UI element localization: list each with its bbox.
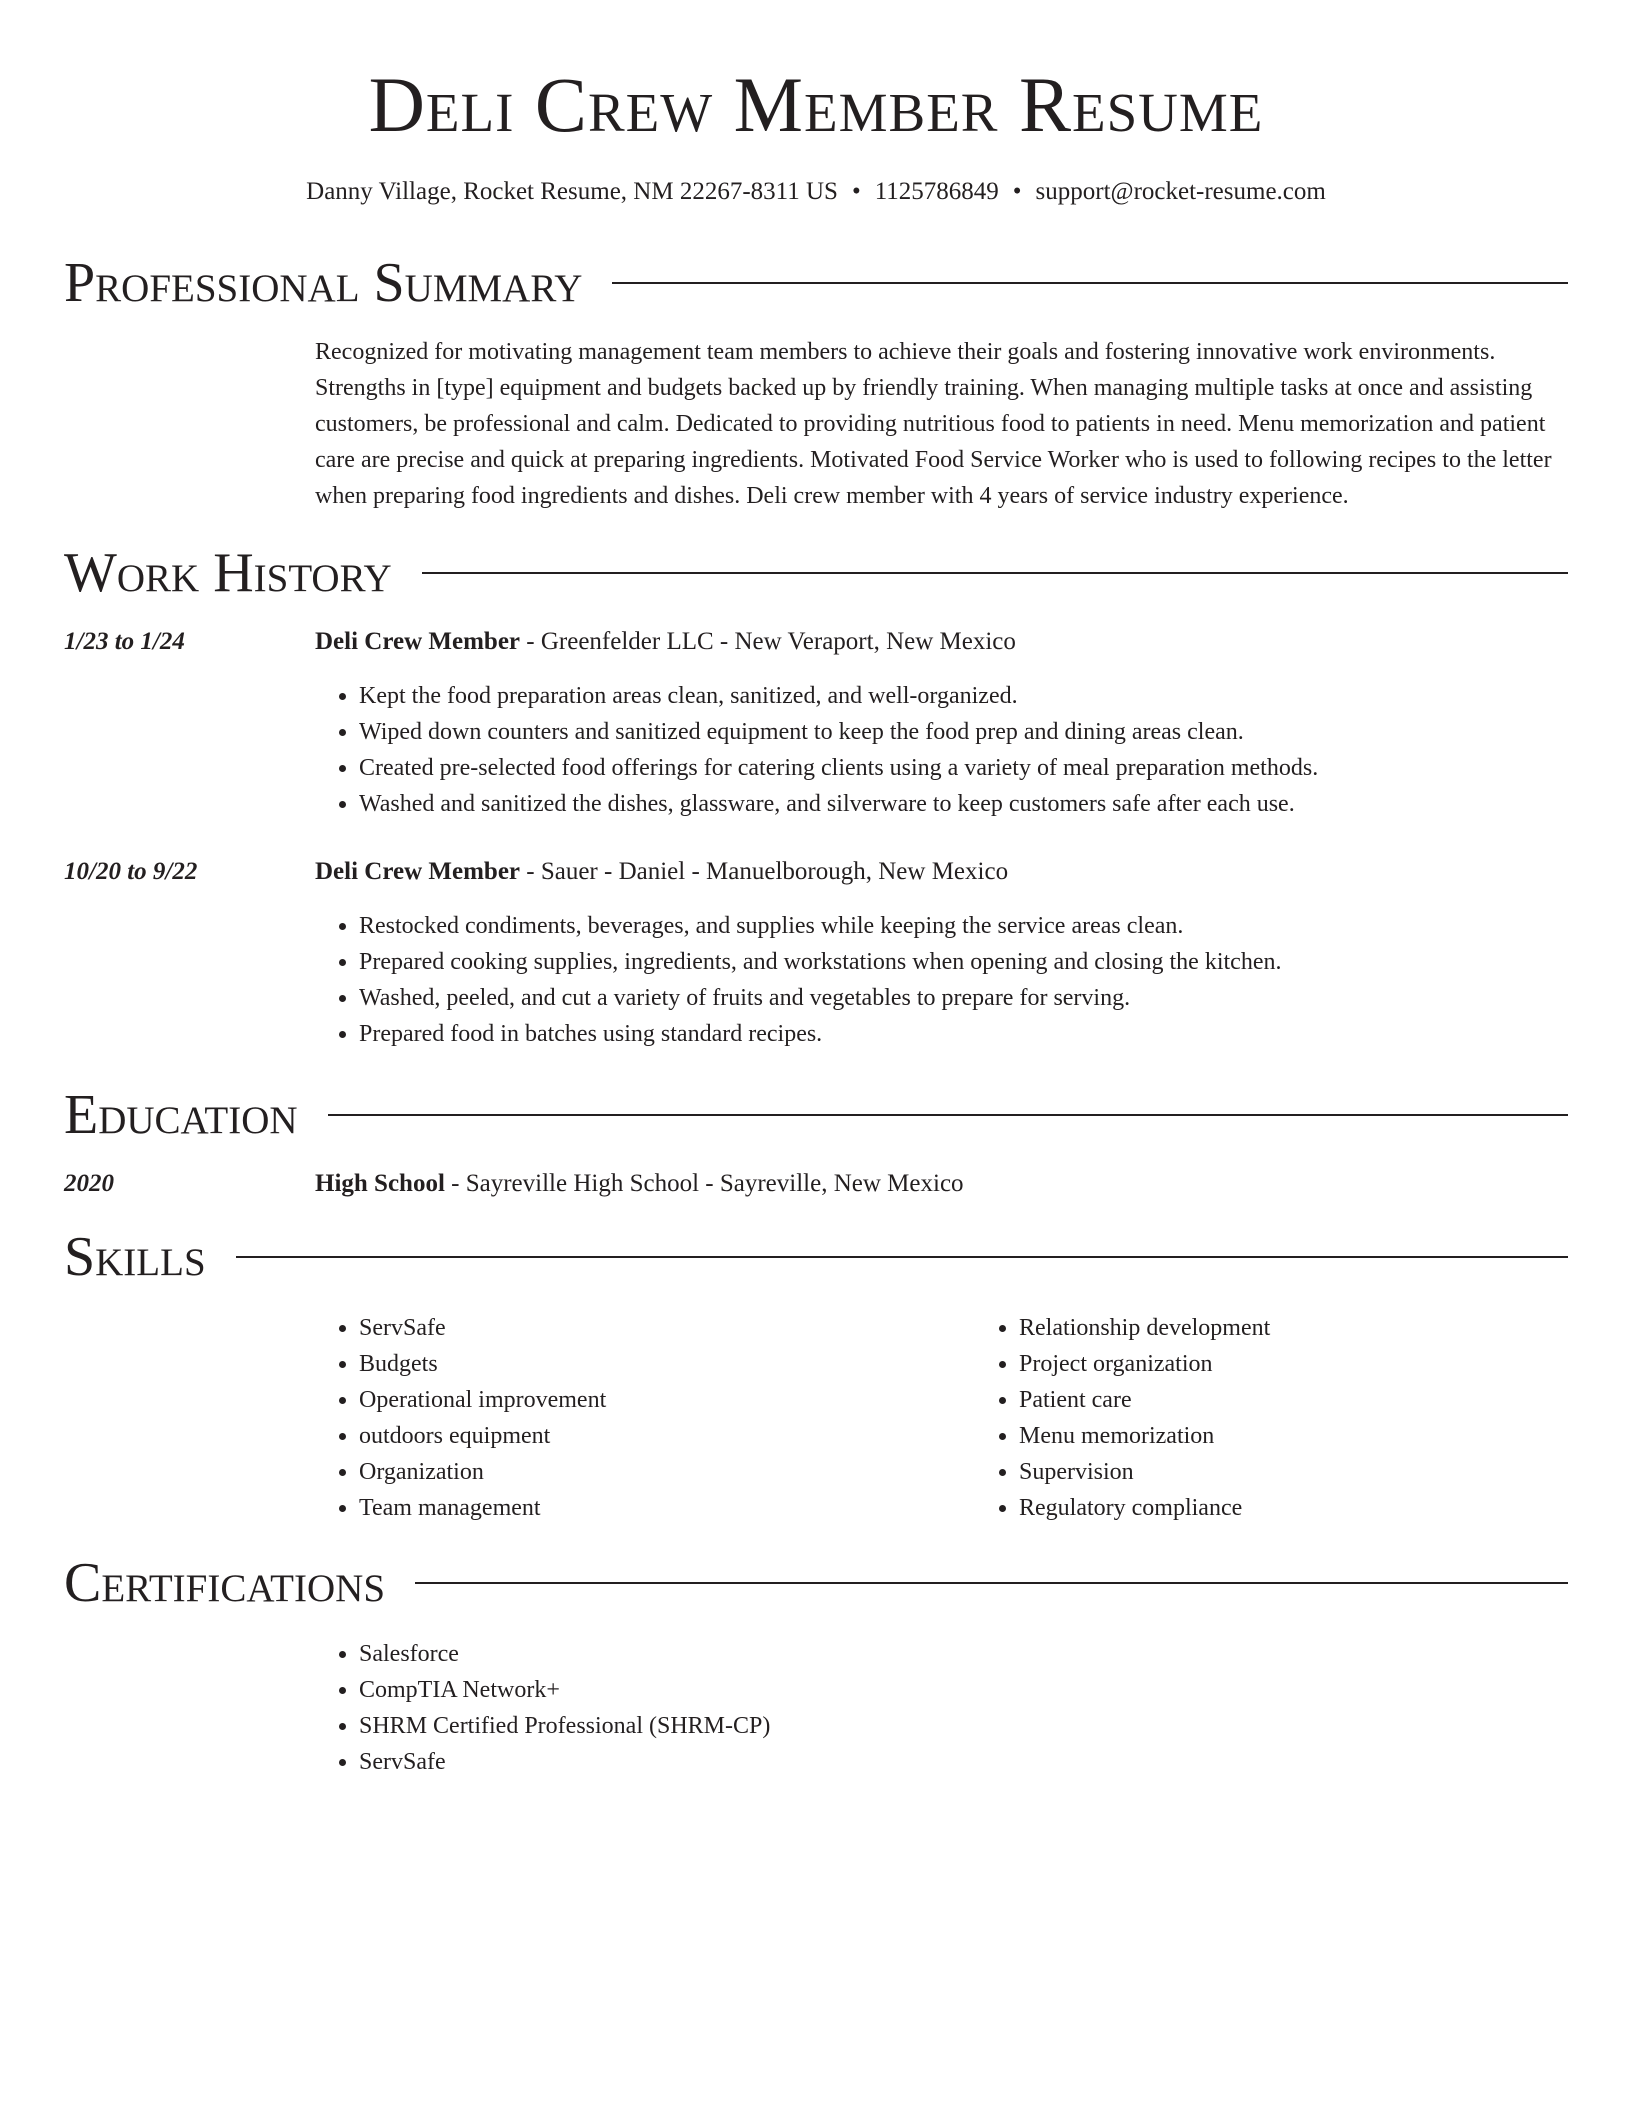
work-history-header [64, 540, 1568, 606]
skills-list-left [315, 1310, 975, 1526]
list-item: • Restocked condiments, beverages, and supplies while keeping the service areas clean. [359, 908, 1568, 944]
list-item: • Prepared cooking supplies, ingredients, and workstations when opening and closing the kitchen. [359, 944, 1568, 980]
job-dates: 10/20 to 9/22 [64, 858, 198, 885]
list-item: • Kept the food preparation areas clean, sanitized, and well-organized. [359, 678, 1568, 714]
list-item: • outdoors equipment [359, 1418, 975, 1454]
skills-list-right [975, 1310, 1632, 1526]
list-item: • Created pre-selected food offerings for catering clients using a variety of meal preparation methods. [359, 750, 1568, 786]
list-item: • Team management [359, 1490, 975, 1526]
list-item: • Wiped down counters and sanitized equipment to keep the food prep and dining areas clean. [359, 714, 1568, 750]
job-dates: 1/23 to 1/24 [64, 628, 185, 655]
certifications-list [315, 1636, 1568, 1780]
job-employer: - Greenfelder LLC - New Veraport, New Mexico [520, 628, 1016, 655]
section-title: Education [64, 1084, 298, 1146]
education-year: 2020 [64, 1170, 114, 1197]
education-school: - Sayreville High School - Sayreville, New Mexico [444, 1170, 964, 1197]
work-history-section [64, 540, 1568, 1052]
list-item: • ServSafe [359, 1744, 1568, 1780]
list-item: • Project organization [1019, 1346, 1632, 1382]
section-title: Professional Summary [64, 252, 583, 314]
section-divider [236, 1256, 1568, 1258]
contact-email[interactable]: support@rocket-resume.com [1035, 178, 1326, 205]
list-item: • SHRM Certified Professional (SHRM-CP) [359, 1708, 1568, 1744]
education-section [64, 1082, 1568, 1202]
contact-phone: 1125786849 [874, 178, 999, 205]
list-item: • Washed, peeled, and cut a variety of fruits and vegetables to prepare for serving. [359, 980, 1568, 1016]
section-divider [415, 1582, 1568, 1584]
list-item: • Menu memorization [1019, 1418, 1632, 1454]
summary-text: Recognized for motivating management team members to achieve their goals and fostering innovative work environments. Strengths in [type] equipment and budgets backed up by friendly training. When managing multiple tasks at once and assisting customers, be professional and calm. Dedicated to providing nutritious food to patients in need. Menu memorization and patient care are precise and quick at preparing ingredients. Motivated Food Service Worker who is used to following recipes to the letter when preparing food ingredients and dishes. Deli crew member with 4 years of service industry experience. [315, 339, 1552, 509]
section-divider [422, 572, 1568, 574]
list-item: • Salesforce [359, 1636, 1568, 1672]
job-title [315, 854, 1568, 890]
job-title [315, 624, 1568, 660]
list-item: • Supervision [1019, 1454, 1632, 1490]
list-item: • Operational improvement [359, 1382, 975, 1418]
list-item: • Prepared food in batches using standard recipes. [359, 1016, 1568, 1052]
list-item: • Regulatory compliance [1019, 1490, 1632, 1526]
skills-grid [315, 1310, 1632, 1526]
section-divider [328, 1114, 1568, 1116]
section-divider [612, 282, 1568, 284]
contact-address: Danny Village, Rocket Resume, NM 22267-8311 US [306, 178, 838, 205]
skills-section [64, 1224, 1568, 1526]
contact-separator: • [851, 178, 861, 205]
section-title: Work History [64, 542, 392, 604]
list-item: • ServSafe [359, 1310, 975, 1346]
section-title: Certifications [64, 1552, 386, 1614]
education-entry [64, 1166, 1568, 1202]
job-role: Deli Crew Member [315, 628, 521, 655]
education-title [315, 1166, 1568, 1202]
list-item: • Organization [359, 1454, 975, 1490]
skills-header [64, 1224, 1568, 1290]
education-header [64, 1082, 1568, 1148]
contact-separator: • [1012, 178, 1022, 205]
job-entry [64, 854, 1568, 1052]
education-degree: High School [315, 1170, 445, 1197]
list-item: • CompTIA Network+ [359, 1672, 1568, 1708]
list-item: • Relationship development [1019, 1310, 1632, 1346]
resume-title: Deli Crew Member Resume [368, 61, 1264, 148]
certifications-header [64, 1550, 1568, 1616]
job-role: Deli Crew Member [315, 858, 521, 885]
job-duties [315, 908, 1568, 1052]
job-employer: - Sauer - Daniel - Manuelborough, New Mexico [520, 858, 1009, 885]
job-duties [315, 678, 1568, 822]
summary-header [64, 250, 1568, 316]
job-entry [64, 624, 1568, 822]
summary-section [64, 250, 1568, 514]
list-item: • Budgets [359, 1346, 975, 1382]
list-item: • Washed and sanitized the dishes, glassware, and silverware to keep customers safe after each use. [359, 786, 1568, 822]
list-item: • Patient care [1019, 1382, 1632, 1418]
section-title: Skills [64, 1226, 206, 1288]
resume-page [64, 0, 1568, 1780]
contact-line [64, 176, 1568, 208]
certifications-section [64, 1550, 1568, 1780]
